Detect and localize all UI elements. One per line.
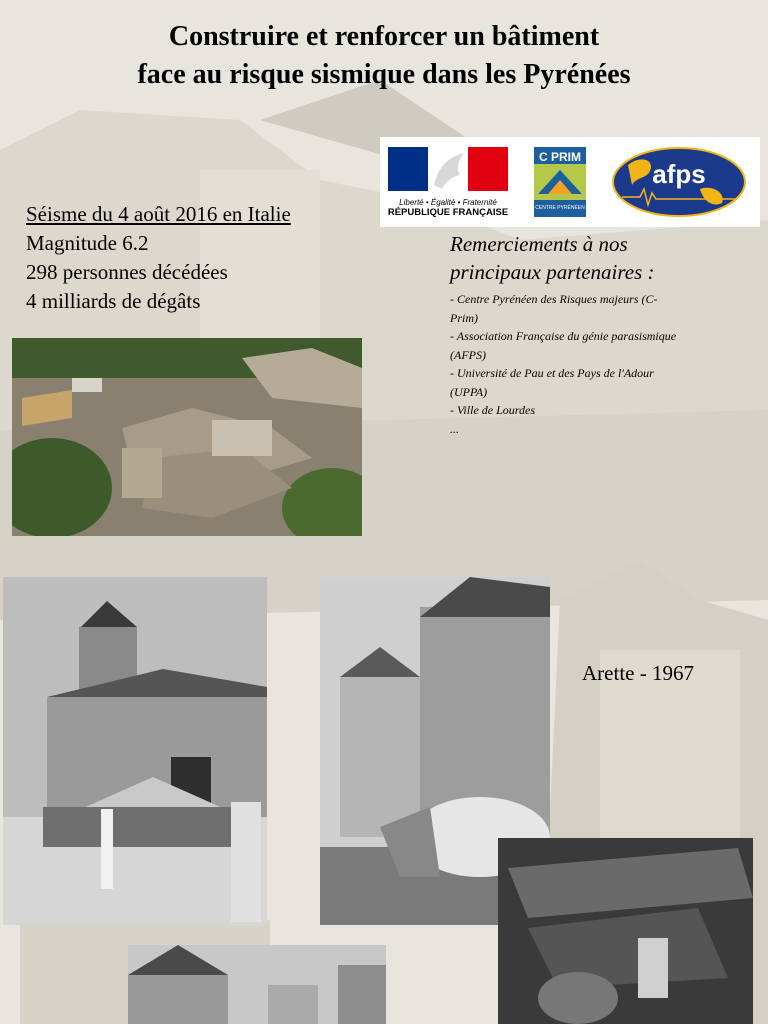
page-title <box>0 18 768 94</box>
list-item: Prim) <box>450 310 478 325</box>
list-item: - Université de Pau et des Pays de l'Adour <box>450 366 654 380</box>
damage: 4 milliards de dégâts <box>26 289 201 313</box>
title-line-1: Construire et renforcer un bâtiment <box>168 21 600 52</box>
earthquake-heading: Séisme du 4 août 2016 en Italie <box>26 202 291 226</box>
earthquake-stats <box>26 200 291 316</box>
title-line-2: face au risque sismique dans les Pyrénées <box>137 59 631 90</box>
arette-interior-photo <box>498 838 753 1024</box>
list-item: (AFPS) <box>450 347 486 362</box>
cprim-label: C PRIM <box>539 150 581 164</box>
partners-heading-line-1: Remerciements à nos <box>450 232 628 256</box>
partner-logos <box>380 137 760 227</box>
list-item: (UPPA) <box>450 384 488 399</box>
italy-earthquake-photo <box>12 338 362 536</box>
cprim-sub: CENTRE PYRÉNÉEN <box>535 205 585 211</box>
afps-logo <box>610 145 748 219</box>
list-item: - Centre Pyrénéen des Risques majeurs (C- <box>450 292 658 306</box>
photo-caption: Arette - 1967 <box>582 661 694 685</box>
afps-label: afps <box>652 159 706 189</box>
republique-francaise-logo <box>386 145 510 219</box>
marianne-flag-icon <box>386 145 510 193</box>
arette-church-photo <box>3 577 267 925</box>
republique-motto: Liberté • Égalité • Fraternité <box>399 198 497 207</box>
arette-house-photo <box>128 945 386 1024</box>
republique-name: RÉPUBLIQUE FRANÇAISE <box>387 207 509 218</box>
list-item: - Association Française du génie parasismique <box>450 329 677 343</box>
deaths: 298 personnes décédées <box>26 260 228 284</box>
magnitude: Magnitude 6.2 <box>26 231 149 255</box>
partners-heading-line-2: principaux partenaires : <box>450 260 655 284</box>
partners-section <box>450 230 750 438</box>
list-item: ... <box>450 421 459 436</box>
list-item: - Ville de Lourdes <box>450 403 535 417</box>
cprim-logo <box>534 147 586 217</box>
mountain-icon <box>534 164 586 200</box>
partners-list <box>450 290 750 438</box>
